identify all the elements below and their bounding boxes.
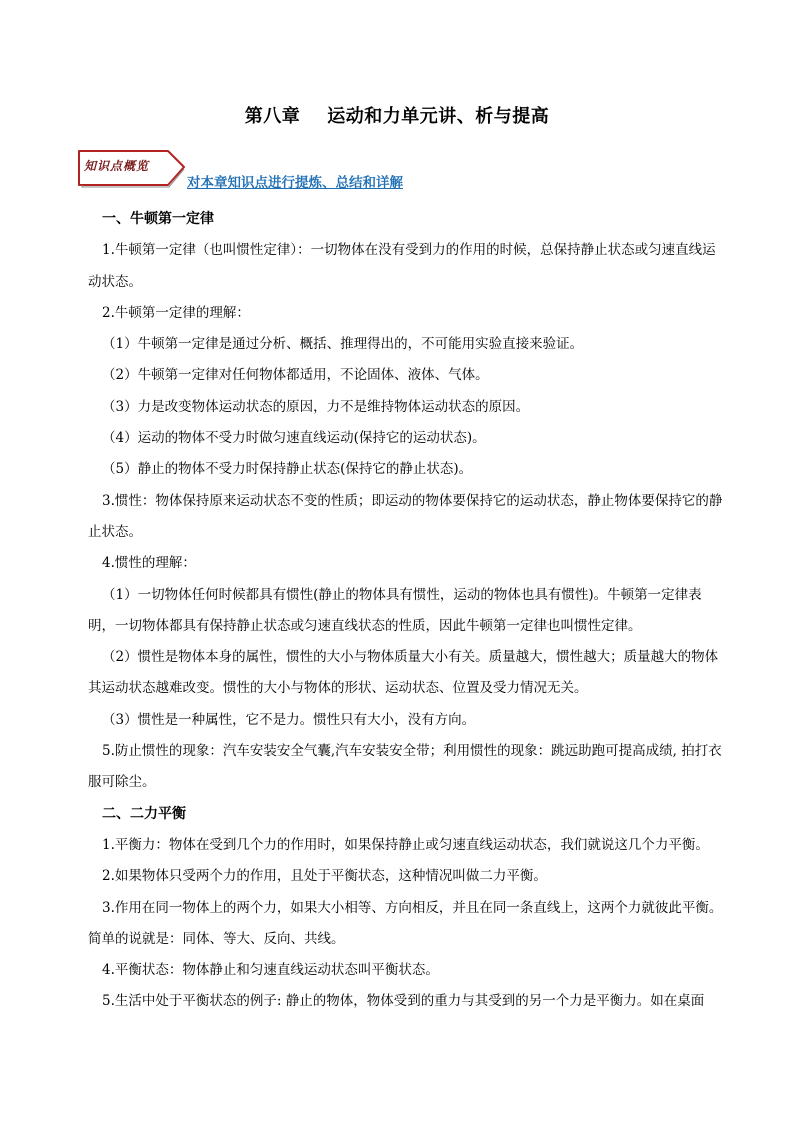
page-title: 第八章 运动和力单元讲、析与提高 <box>244 106 550 127</box>
knowledge-overview-badge <box>76 148 188 188</box>
body-paragraph: 3.惯性：物体保持原来运动状态不变的性质；即运动的物体要保持它的运动状态，静止物体要保持它的静止状态。 <box>88 492 723 540</box>
body-paragraph: （4）运动的物体不受力时做匀速直线运动(保持它的运动状态)。 <box>102 430 486 447</box>
body-paragraph: （2）惯性是物体本身的属性，惯性的大小与物体质量大小有关。质量越大，惯性越大；质量越大的物体其运动状态越难改变。惯性的大小与物体的形状、运动状态、位置及受力情况无关。 <box>88 649 719 697</box>
body-paragraph: 4.惯性的理解： <box>102 555 196 572</box>
body-paragraph: 2.牛顿第一定律的理解： <box>102 304 250 321</box>
body-paragraph: （1）牛顿第一定律是通过分析、概括、推理得出的，不可能用实验直接来验证。 <box>102 336 584 353</box>
body-paragraph: （5）静止的物体不受力时保持静止状态(保持它的静止状态)。 <box>102 461 473 478</box>
body-paragraph: 1.平衡力：物体在受到几个力的作用时，如果保持静止或匀速直线运动状态，我们就说这几个力平衡。 <box>102 836 709 853</box>
body-paragraph: 5.生活中处于平衡状态的例子: 静止的物体，物体受到的重力与其受到的另一个力是平衡力。如在桌面 <box>102 993 705 1010</box>
body-paragraph: 1.牛顿第一定律（也叫惯性定律）：一切物体在没有受到力的作用的时候，总保持静止状态或匀速直线运动状态。 <box>88 242 716 290</box>
body-paragraph: （1）一切物体任何时候都具有惯性(静止的物体具有惯性，运动的物体也具有惯性)。牛顿第一定律表明，一切物体都具有保持静止状态或匀速直线状态的性质，因此牛顿第一定律也叫惯性定律。 <box>88 586 702 634</box>
body-paragraph: （3）惯性是一种属性，它不是力。惯性只有大小，没有方向。 <box>102 711 476 728</box>
document-body <box>88 204 724 1018</box>
section-heading: 二、二力平衡 <box>102 805 186 822</box>
body-paragraph: 3.作用在同一物体上的两个力，如果大小相等、方向相反，并且在同一条直线上，这两个力就彼此平衡。简单的说就是：同体、等大、反向、共线。 <box>88 899 723 947</box>
body-paragraph: （2）牛顿第一定律对任何物体都适用，不论固体、液体、气体。 <box>102 367 489 384</box>
body-paragraph: 5.防止惯性的现象：汽车安装安全气囊,汽车安装安全带；利用惯性的现象：跳远助跑可提高成绩, 拍打衣服可除尘。 <box>88 743 722 791</box>
body-paragraph: 2.如果物体只受两个力的作用，且处于平衡状态，这种情况叫做二力平衡。 <box>102 868 547 885</box>
badge-label: 知识点概览 <box>84 159 150 173</box>
body-paragraph: （3）力是改变物体运动状态的原因，力不是维持物体运动状态的原因。 <box>102 398 530 415</box>
section-subtitle: 对本章知识点进行提炼、总结和详解 <box>187 175 403 191</box>
section-heading: 一、牛顿第一定律 <box>102 211 214 227</box>
body-paragraph: 4.平衡状态：物体静止和匀速直线运动状态叫平衡状态。 <box>102 962 439 979</box>
